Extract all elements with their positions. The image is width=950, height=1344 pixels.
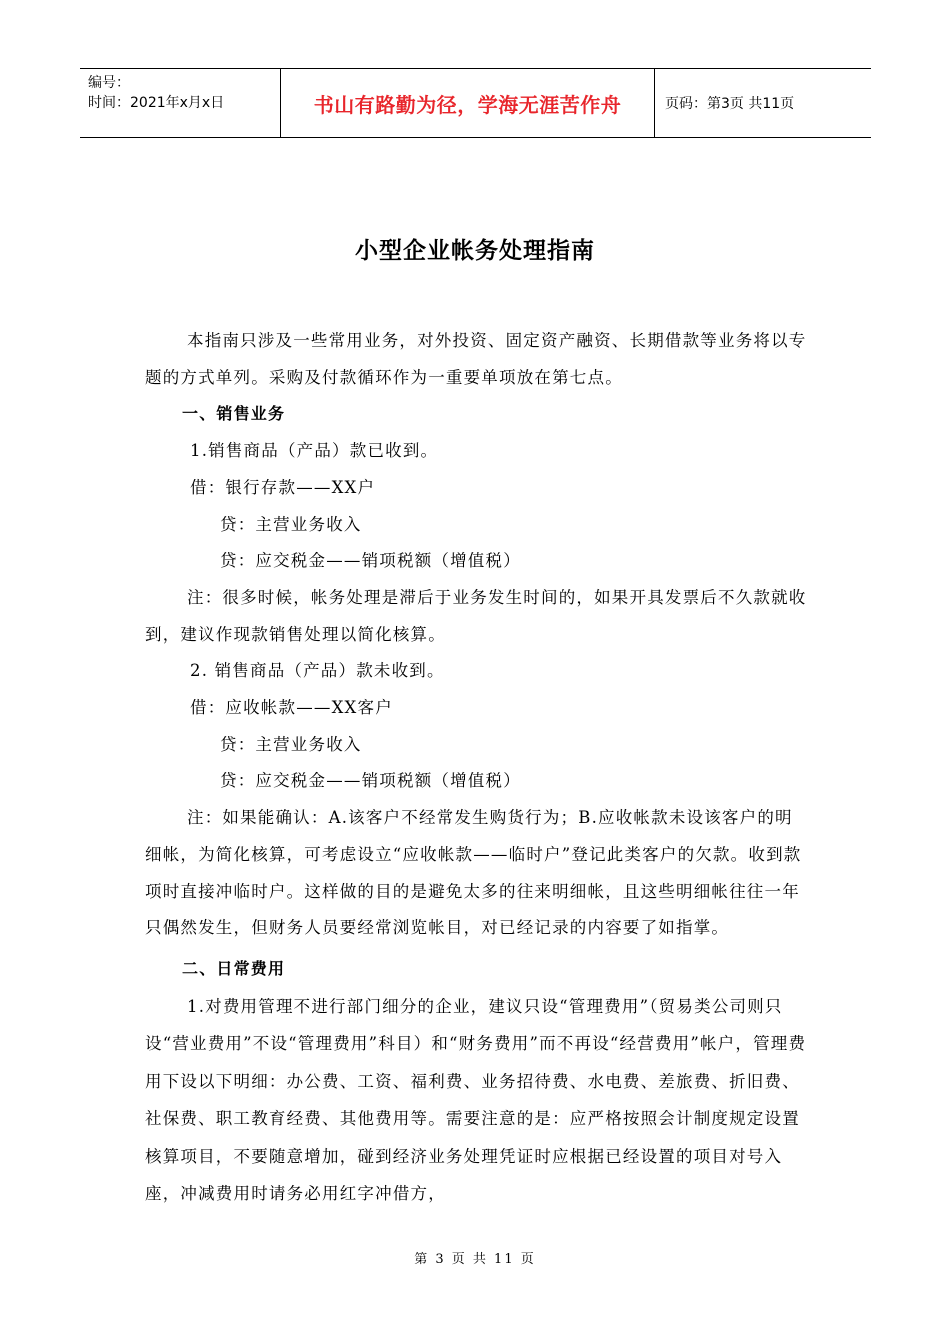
page-footer: 第 3 页 共 11 页 (414, 1252, 536, 1267)
entry-credit: 贷：主营业务收入 (220, 734, 362, 754)
motto: 书山有路勤为径，学海无涯苦作舟 (281, 69, 655, 137)
document-title: 小型企业帐务处理指南 (355, 238, 595, 264)
entry-credit: 贷：应交税金——销项税额（增值税） (220, 551, 521, 571)
section-heading-expenses: 二、日常费用 (182, 958, 286, 978)
number-label: 编号： (88, 75, 130, 91)
header-left-cell (80, 69, 281, 137)
item-sales-paid: 1.销售商品（产品）款已收到。 (190, 441, 439, 461)
note-paragraph: 注：很多时候，帐务处理是滞后于业务发生时间的，如果开具发票后不久款就收到，建议作现款销售处理以简化核算。 (145, 587, 807, 644)
header-table (80, 68, 871, 138)
date-label: 时间：2021年x月x日 (88, 95, 225, 111)
page-info: 页码：第3页 共11页 (665, 96, 795, 112)
entry-credit: 贷：应交税金——销项税额（增值税） (220, 771, 521, 791)
entry-credit: 贷：主营业务收入 (220, 514, 362, 534)
entry-debit: 借：银行存款——XX户 (190, 477, 376, 497)
entry-debit: 借：应收帐款——XX客户 (190, 698, 393, 718)
item-sales-unpaid: 2. 销售商品（产品）款未收到。 (190, 661, 445, 681)
section-heading-sales: 一、销售业务 (182, 404, 286, 424)
expenses-paragraph: 1.对费用管理不进行部门细分的企业，建议只设“管理费用”（贸易类公司则只设“营业费用”不设“管理费用”科目）和“财务费用”而不再设“经营费用”帐户，管理费用下设以下明细：办公费、工资、福利费、业务招待费、水电费、差旅费、折旧费、社保费、职工教育经费、其他费用等。需要注意的是：应严格按照会计制度规定设置核算项目，不要随意增加，碰到经济业务处理凭证时应根据已经设置的项目对号入座，冲减费用时请务必用红字冲借方， (145, 996, 807, 1204)
intro-paragraph: 本指南只涉及一些常用业务，对外投资、固定资产融资、长期借款等业务将以专题的方式单列。采购及付款循环作为一重要单项放在第七点。 (145, 331, 807, 387)
note-paragraph: 注：如果能确认：A.该客户不经常发生购货行为；B.应收帐款未设该客户的明细帐，为简化核算，可考虑设立“应收帐款——临时户”登记此类客户的欠款。收到款项时直接冲临时户。这样做的目的是避免太多的往来明细帐，且这些明细帐往往一年只偶然发生，但财务人员要经常浏览帐目，对已经记录的内容要了如指掌。 (145, 808, 802, 938)
document-body (145, 323, 810, 1213)
